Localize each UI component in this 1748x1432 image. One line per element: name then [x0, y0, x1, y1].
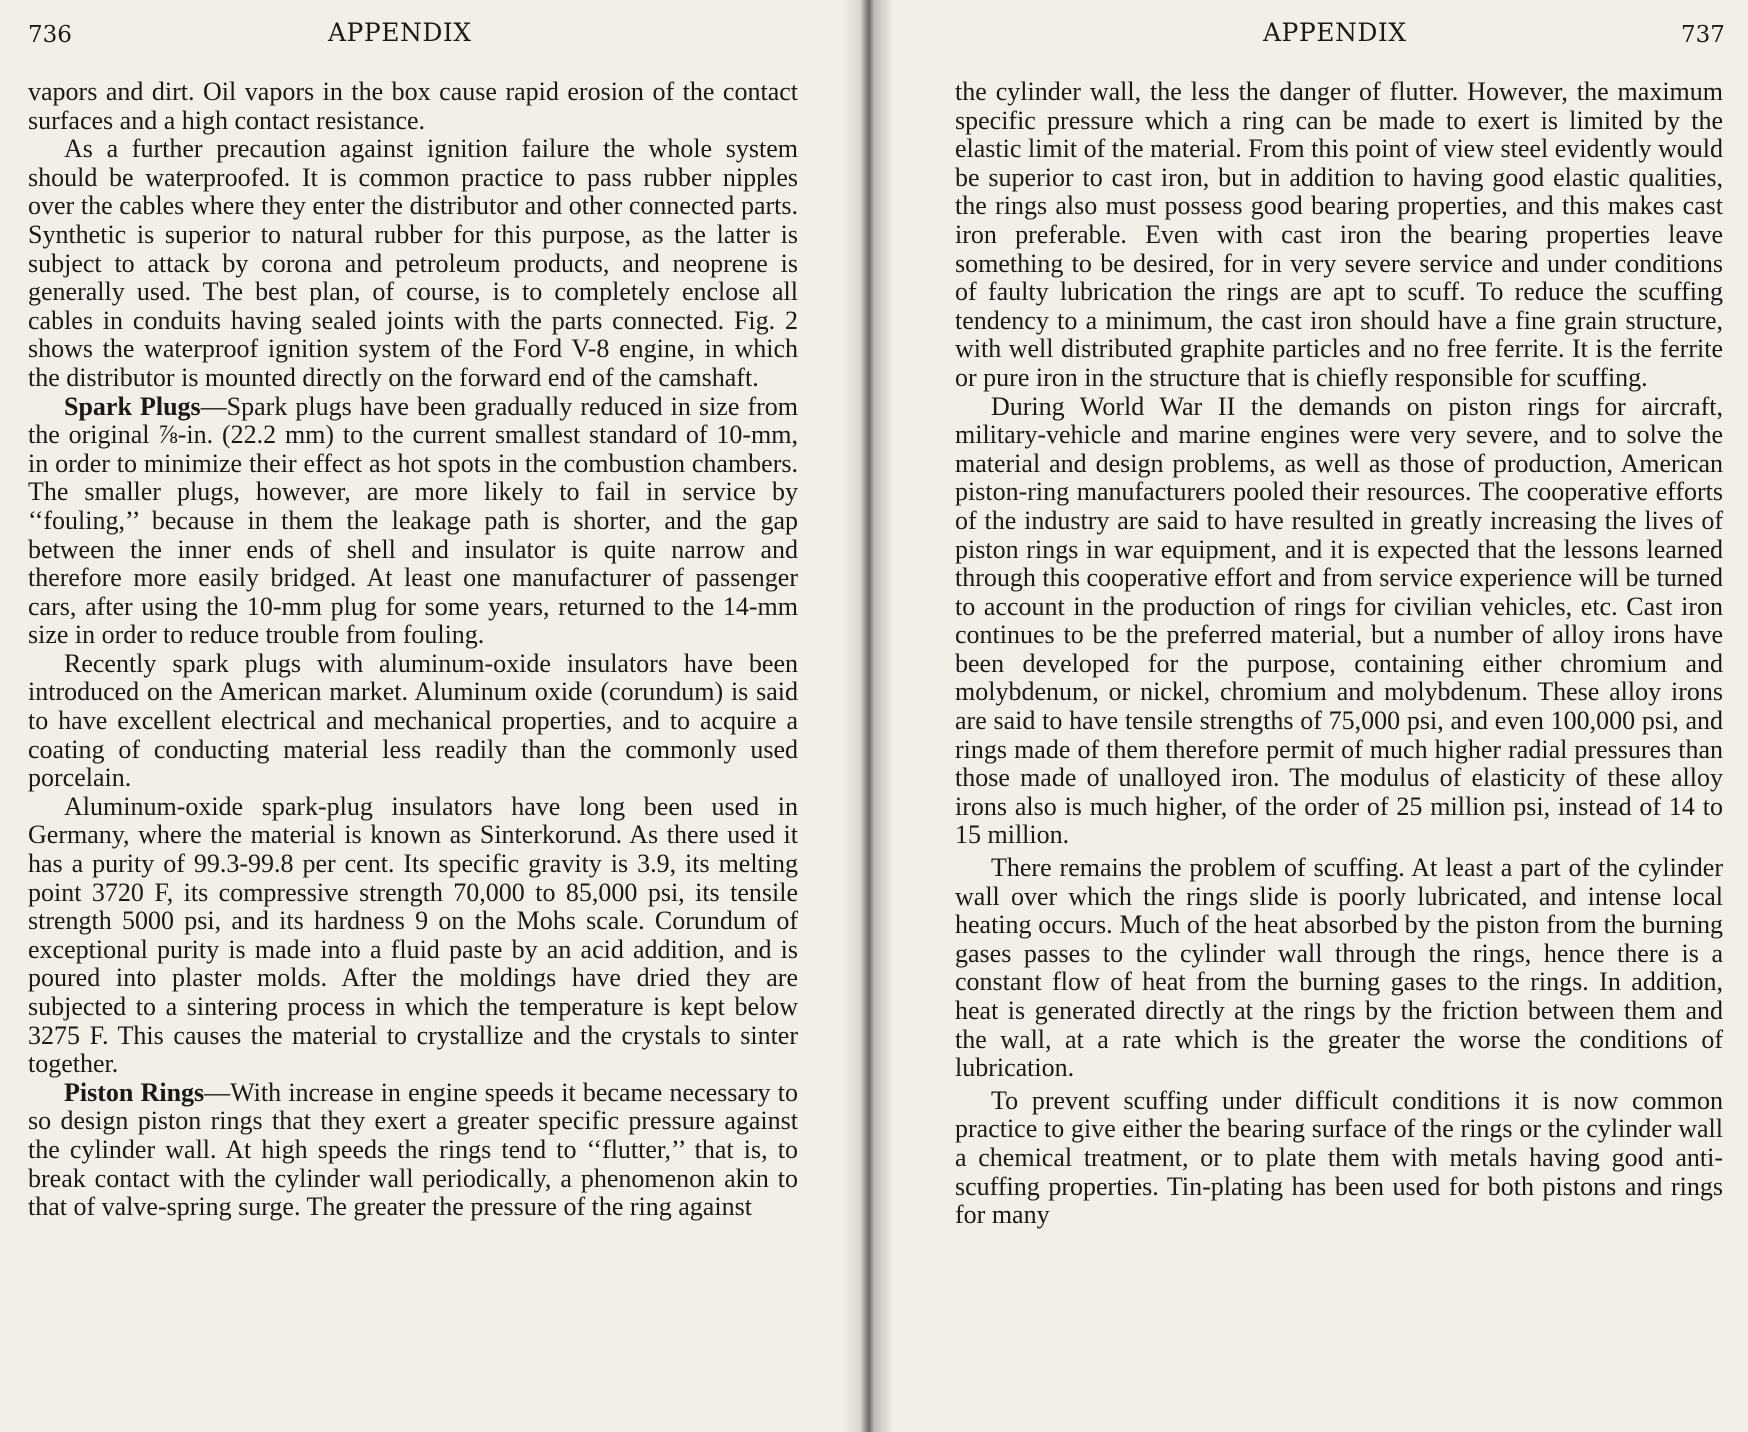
paragraph: As a further precaution against ignition failure the whole system should be waterproofed. It is common practice to pass rubber nipples over the cables where they enter the distributor and other connected parts. Synthetic is superior to natural rubber for this purpose, as the latter is subject to attack by corona and petroleum products, and neoprene is generally used. The best plan, of course, is to completely enclose all cables in conduits having sealed joints with the parts connected. Fig. 2 shows the waterproof ignition system of the Ford V-8 engine, in which the distributor is mounted directly on the forward end of the camshaft. — [28, 134, 798, 392]
left-page-number: 736 — [28, 22, 72, 48]
section-heading-piston-rings: Piston Rings — [64, 1077, 205, 1107]
right-page-number: 737 — [1681, 22, 1725, 48]
section-heading-spark-plugs: Spark Plugs — [64, 391, 201, 421]
left-running-header: APPENDIX — [328, 18, 472, 47]
right-page — [880, 0, 1748, 1432]
paragraph-text: —With increase in engine speeds it became necessary to so design piston rings that they exert a greater specific pressure against the cylinder wall. At high speeds the rings tend to ‘‘flutter,’’ that is, to break contact with the cylinder wall periodically, a phenomenon akin to that of valve-spring surge. The greater the pressure of the ring against — [28, 1077, 799, 1222]
paragraph: There remains the problem of scuffing. At least a part of the cylinder wall over which the rings slide is poorly lubricated, and intense local heating occurs. Much of the heat absorbed by the piston from the burning gases passes to the cylinder wall through the rings, hence there is a constant flow of heat from the burning gases to the rings. In addition, heat is generated directly at the rings by the friction between them and the wall, at a rate which is the greater the worse the conditions of lubrication. — [955, 853, 1723, 1083]
paragraph — [28, 1079, 798, 1222]
paragraph: the cylinder wall, the less the danger of flutter. However, the maximum specific pressure which a ring can be made to exert is limited by the elastic limit of the material. From this point of view steel evidently would be superior to cast iron, but in addition to having good elastic qualities, the rings also must possess good bearing properties, and this makes cast iron preferable. Even with cast iron the bearing properties leave something to be desired, for in very severe service and under conditions of faulty lubrication the rings are apt to scuff. To reduce the scuffing tendency to a minimum, the cast iron should have a fine grain structure, with well distributed graphite particles and no free ferrite. It is the ferrite or pure iron in the structure that is chiefly responsible for scuffing. — [955, 77, 1723, 392]
paragraph: Aluminum-oxide spark-plug insulators have long been used in Germany, where the material is known as Sinterkorund. As there used it has a purity of 99.3-99.8 per cent. Its specific gravity is 3.9, its melting point 3720 F, its compressive strength 70,000 to 85,000 psi, its tensile strength 5000 psi, and its hardness 9 on the Mohs scale. Corundum of exceptional purity is made into a fluid paste by an acid addition, and is poured into plaster molds. After the moldings have dried they are subjected to a sintering process in which the temperature is kept below 3275 F. This causes the material to crystallize and the crystals to sinter together. — [28, 791, 798, 1079]
paragraph: During World War II the demands on piston rings for aircraft, military-vehicle and marine engines were very severe, and to solve the material and design problems, as well as those of production, American piston-ring manufacturers pooled their resources. The cooperative efforts of the industry are said to have resulted in greatly increasing the lives of piston rings in war equipment, and it is expected that the lessons learned through this cooperative effort and from service experience will be turned to account in the production of rings for civilian vehicles, etc. Cast iron continues to be the preferred material, but a number of alloy irons have been developed for the purpose, containing either chromium and molybdenum, or nickel, chromium and molybdenum. These alloy irons are said to have tensile strengths of 75,000 psi, and even 100,000 psi, and rings made of them therefore permit of much higher radial pressures than those made of unalloyed iron. The modulus of elasticity of these alloy irons also is much higher, of the order of 25 million psi, instead of 14 to 15 million. — [955, 391, 1723, 850]
left-page — [0, 0, 862, 1432]
paragraph-text: —Spark plugs have been gradually reduced in size from the original ⅞-in. (22.2 mm) to the current smallest standard of 10-mm, in order to minimize their effect as hot spots in the combustion chambers. The smaller plugs, however, are more likely to fail in service by ‘‘fouling,’’ because in them the leakage path is shorter, and the gap between the inner ends of shell and insulator is quite narrow and therefore more easily bridged. At least one manufacturer of passenger cars, after using the 10-mm plug for some years, returned to the 14-mm size in order to reduce trouble from fouling. — [28, 391, 798, 650]
paragraph — [28, 393, 798, 650]
paragraph: To prevent scuffing under difficult conditions it is now common practice to give either the bearing surface of the rings or the cylinder wall a chemical treatment, or to plate them with metals having good anti-scuffing properties. Tin-plating has been used for both pistons and rings for many — [955, 1085, 1723, 1230]
book-gutter-shadow — [842, 0, 894, 1432]
right-page-body — [955, 78, 1723, 1230]
paragraph: vapors and dirt. Oil vapors in the box cause rapid erosion of the contact surfaces and a high contact resistance. — [28, 77, 798, 135]
paragraph: Recently spark plugs with aluminum-oxide insulators have been introduced on the American market. Aluminum oxide (corundum) is said to have excellent electrical and mechanical properties, and to acquire a coating of conducting material less readily than the commonly used porcelain. — [28, 648, 798, 793]
right-running-header: APPENDIX — [1263, 18, 1407, 47]
left-page-body — [28, 78, 798, 1222]
